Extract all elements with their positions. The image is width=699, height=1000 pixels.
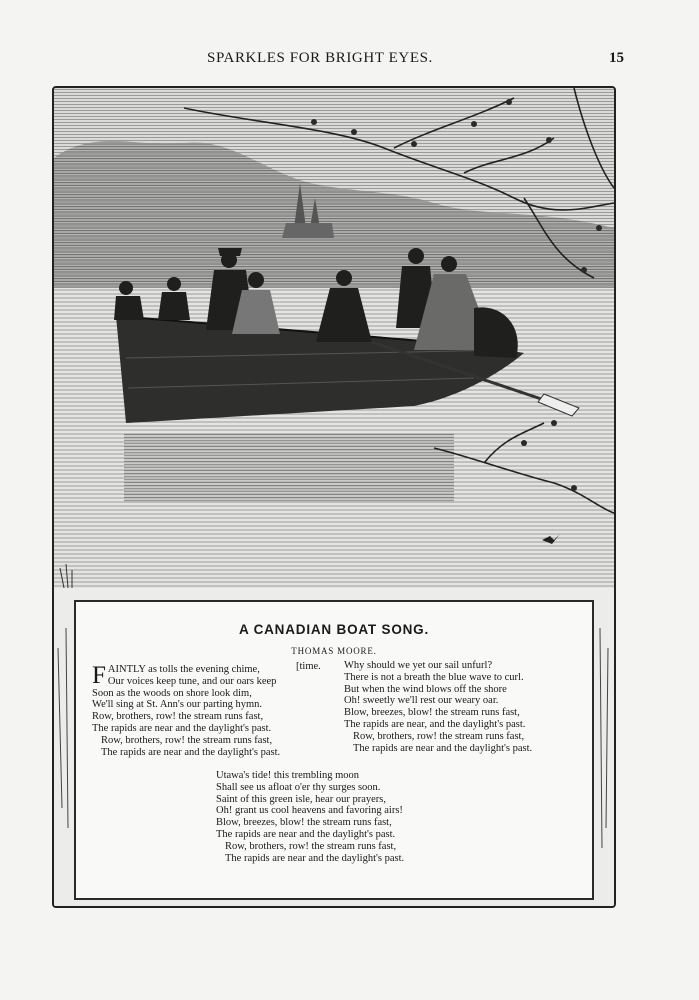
drop-cap: F xyxy=(92,662,106,689)
stanza-1-runover: [time. xyxy=(296,661,321,672)
running-head xyxy=(0,50,699,72)
poem-author: THOMAS MOORE. xyxy=(291,646,377,656)
stanza-3-line-7: Row, brothers, row! the stream runs fast, xyxy=(225,840,397,852)
stanza-3 xyxy=(216,770,466,864)
stanza-3-line-2: Shall see us afloat o'er thy surges soon. xyxy=(216,781,381,793)
stanza-2-line-4: Oh! sweetly we'll rest our weary oar. xyxy=(344,695,499,707)
stanza-2-line-5: Blow, breezes, blow! the stream runs fast, xyxy=(344,707,520,719)
stanza-3-line-1: Utawa's tide! this trembling moon xyxy=(216,770,360,781)
stanza-1-line-2: Our voices keep tune, and our oars keep xyxy=(107,675,277,687)
stanza-3-line-5: Blow, breezes, blow! the stream runs fast, xyxy=(216,817,392,829)
stanza-2-line-8: The rapids are near and the daylight's past. xyxy=(353,742,533,754)
stanza-2-line-7: Row, brothers, row! the stream runs fast, xyxy=(353,730,525,742)
stanza-2-line-1: Why should we yet our sail unfurl? xyxy=(344,660,493,671)
stanza-3-line-6: The rapids are near and the daylight's past. xyxy=(216,828,396,840)
stanza-1-line-5: Row, brothers, row! the stream runs fast, xyxy=(92,711,264,723)
poem-title: A CANADIAN BOAT SONG. xyxy=(238,622,430,637)
poem-panel xyxy=(74,600,594,900)
stanza-2 xyxy=(344,660,584,754)
stanza-1-line-7: Row, brothers, row! the stream runs fast, xyxy=(101,734,273,746)
stanza-2-line-2: There is not a breath the blue wave to curl. xyxy=(344,671,524,683)
stanza-1-line-1: FAINTLY as tolls the evening chime, xyxy=(92,662,260,689)
stanza-3-line-3: Saint of this green isle, hear our prayers, xyxy=(216,793,386,805)
stanza-2-line-6: The rapids are near, and the daylight's past. xyxy=(344,718,526,730)
stanza-3-line-4: Oh! grant us cool heavens and favoring airs! xyxy=(216,805,403,817)
stanza-1 xyxy=(92,664,332,758)
stanza-3-line-8: The rapids are near and the daylight's past. xyxy=(225,852,405,864)
stanza-1-line-4: We'll sing at St. Ann's our parting hymn. xyxy=(92,699,263,711)
stanza-2-line-3: But when the wind blows off the shore xyxy=(344,683,507,695)
running-title: SPARKLES FOR BRIGHT EYES. xyxy=(207,50,433,66)
stanza-1-line-6: The rapids are near and the daylight's past. xyxy=(92,722,272,734)
stanza-1-line-8: The rapids are near and the daylight's past. xyxy=(101,746,281,758)
stanza-1-line-3: Soon as the woods on shore look dim, xyxy=(92,687,252,699)
page-number: 15 xyxy=(609,50,624,66)
